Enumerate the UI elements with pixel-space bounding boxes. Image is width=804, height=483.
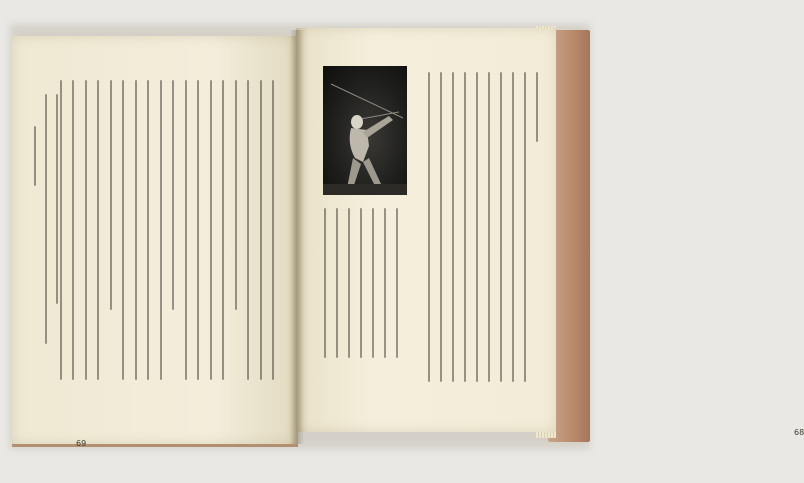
text-column-line (476, 72, 478, 382)
text-column-line (97, 80, 99, 380)
text-column-line (372, 208, 374, 358)
archer-photo (323, 66, 407, 195)
text-column-line (56, 94, 58, 304)
left-page-number: 69 (76, 439, 87, 448)
text-column-line (260, 80, 262, 380)
text-column-line (384, 208, 386, 358)
text-column-line (536, 72, 538, 142)
text-column-line (45, 94, 47, 344)
text-column-line (60, 80, 62, 380)
text-column-line (210, 80, 212, 380)
text-column-line (428, 72, 430, 382)
text-column-line (147, 80, 149, 380)
text-column-line (464, 72, 466, 382)
text-column-line (324, 208, 326, 358)
text-column-line (440, 72, 442, 382)
text-column-line (160, 80, 162, 380)
text-column-line (524, 72, 526, 382)
text-column-line (222, 80, 224, 380)
right-page-number: 68 (794, 428, 804, 437)
archer-figure-icon (323, 66, 407, 195)
text-column-line (135, 80, 137, 380)
left-page (12, 36, 298, 447)
text-column-line (72, 80, 74, 380)
text-column-line (172, 80, 174, 310)
text-column-line (34, 126, 36, 186)
text-column-line (197, 80, 199, 380)
text-column-line (396, 208, 398, 358)
text-column-line (110, 80, 112, 310)
text-column-line (235, 80, 237, 310)
text-column-line (336, 208, 338, 358)
text-column-line (360, 208, 362, 358)
text-column-line (452, 72, 454, 382)
text-column-line (488, 72, 490, 382)
text-column-line (348, 208, 350, 358)
text-column-line (85, 80, 87, 380)
text-column-line (122, 80, 124, 380)
text-column-line (512, 72, 514, 382)
book-gutter (290, 30, 304, 444)
text-column-line (185, 80, 187, 380)
text-column-line (500, 72, 502, 382)
text-column-line (272, 80, 274, 380)
text-column-line (247, 80, 249, 380)
